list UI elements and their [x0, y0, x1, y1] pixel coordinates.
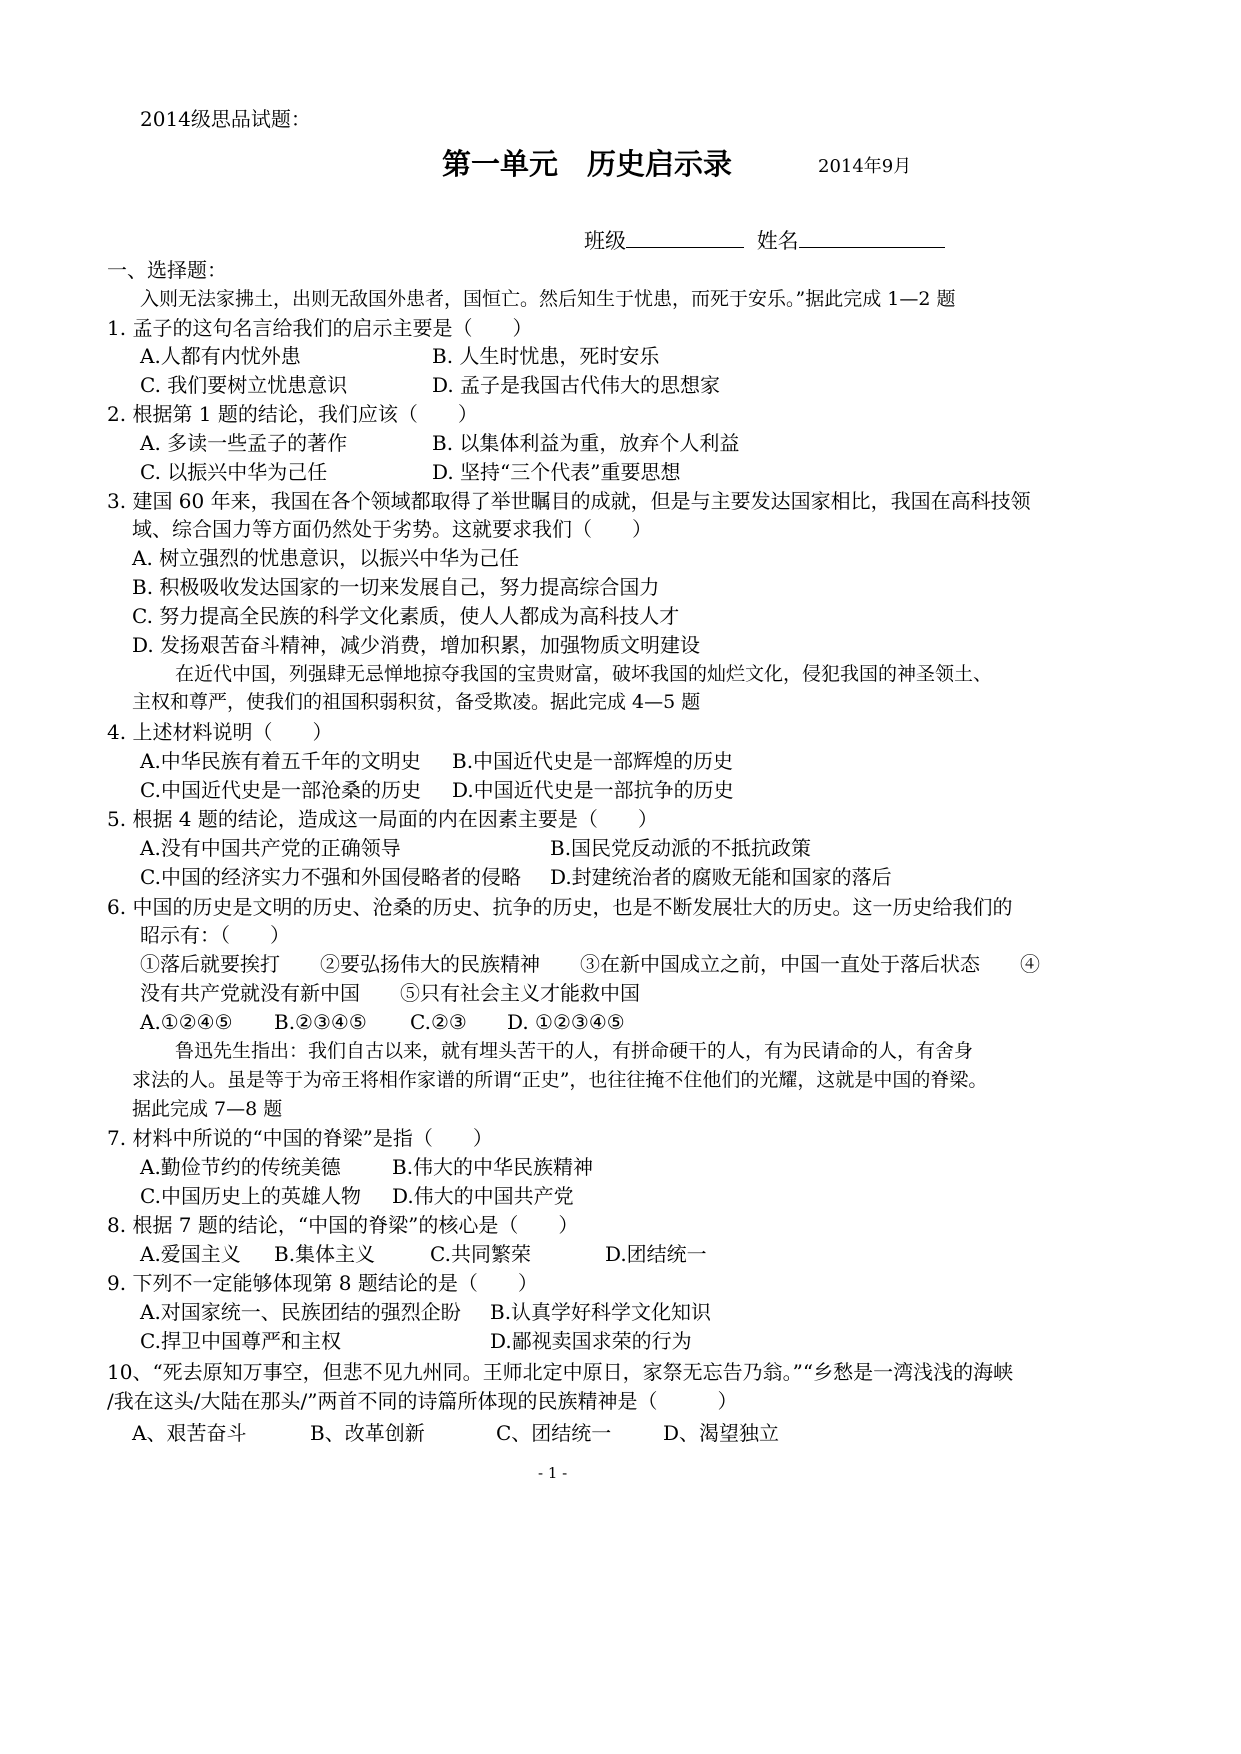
q10-option-c: C、团结统一 — [496, 1421, 612, 1445]
class-label: 班级 — [584, 229, 626, 253]
q1-option-d: D. 孟子是我国古代伟大的思想家 — [432, 373, 721, 397]
q4-option-b: B.中国近代史是一部辉煌的历史 — [452, 749, 734, 773]
q9-option-b: B.认真学好科学文化知识 — [490, 1300, 712, 1324]
q4-option-d: D.中国近代史是一部抗争的历史 — [452, 778, 734, 802]
q6-option-d: D. ①②③④⑤ — [507, 1010, 625, 1034]
section-heading: 一、选择题： — [107, 258, 227, 282]
q10-option-b: B、改革创新 — [310, 1421, 425, 1445]
q5-option-a: A.没有中国共产党的正确领导 — [140, 836, 401, 860]
passage-3-line2: 求法的人。虽是等于为帝王将相作家谱的所谓“正史”，也往往掩不住他们的光耀，这就是中国的脊梁。 — [132, 1069, 988, 1091]
q9-stem: 9. 下列不一定能够体现第 8 题结论的是（ ） — [107, 1271, 538, 1295]
passage-2-line2: 主权和尊严，使我们的祖国积弱积贫，备受欺凌。据此完成 4—5 题 — [132, 691, 701, 713]
q3-stem-line1: 3. 建国 60 年来，我国在各个领域都取得了举世瞩目的成就，但是与主要发达国家相比，我国在高科技领 — [107, 489, 1031, 513]
q2-stem: 2. 根据第 1 题的结论，我们应该（ ） — [107, 402, 478, 426]
q10-option-a: A、艰苦奋斗 — [132, 1421, 247, 1445]
q5-option-b: B.国民党反动派的不抵抗政策 — [550, 836, 812, 860]
q2-option-a: A. 多读一些孟子的著作 — [140, 431, 348, 455]
q5-stem: 5. 根据 4 题的结论，造成这一局面的内在因素主要是（ ） — [107, 807, 658, 831]
q7-option-c: C.中国历史上的英雄人物 — [140, 1184, 361, 1208]
q7-option-b: B.伟大的中华民族精神 — [392, 1155, 594, 1179]
q3-option-a: A. 树立强烈的忧患意识，以振兴中华为己任 — [132, 546, 520, 570]
q4-option-a: A.中华民族有着五千年的文明史 — [140, 749, 421, 773]
q2-option-b: B. 以集体利益为重，放弃个人利益 — [432, 431, 740, 455]
q7-option-a: A.勤俭节约的传统美德 — [140, 1155, 341, 1179]
page-title: 第一单元 历史启示录 — [442, 147, 733, 181]
q2-option-c: C. 以振兴中华为己任 — [140, 460, 328, 484]
q6-option-c: C.②③ — [410, 1010, 467, 1034]
q7-stem: 7. 材料中所说的“中国的脊梁”是指（ ） — [107, 1126, 493, 1150]
q6-stem-line1: 6. 中国的历史是文明的历史、沧桑的历史、抗争的历史，也是不断发展壮大的历史。这一历史给我们的 — [107, 895, 1013, 919]
q4-stem: 4. 上述材料说明（ ） — [107, 720, 333, 744]
q3-stem-line2: 域、综合国力等方面仍然处于劣势。这就要求我们（ ） — [132, 517, 652, 541]
passage-3-line1: 鲁迅先生指出：我们自古以来，就有埋头苦干的人，有拼命硬干的人，有为民请命的人，有舍身 — [175, 1040, 974, 1062]
q6-option-a: A.①②④⑤ — [140, 1010, 233, 1034]
q6-items-line2: 没有共产党就没有新中国 ⑤只有社会主义才能救中国 — [140, 981, 640, 1005]
passage-2-line1: 在近代中国，列强肆无忌惮地掠夺我国的宝贵财富，破坏我国的灿烂文化，侵犯我国的神圣领土、 — [175, 663, 993, 685]
class-field[interactable] — [626, 225, 744, 248]
exam-date: 2014年9月 — [818, 156, 912, 177]
q1-stem: 1. 孟子的这句名言给我们的启示主要是（ ） — [107, 316, 533, 340]
q8-option-a: A.爱国主义 — [140, 1242, 241, 1266]
q10-option-d: D、渴望独立 — [663, 1421, 780, 1445]
student-info — [584, 225, 945, 254]
q9-option-a: A.对国家统一、民族团结的强烈企盼 — [140, 1300, 461, 1324]
q1-option-b: B. 人生时忧患，死时安乐 — [432, 344, 660, 368]
q6-option-b: B.②③④⑤ — [274, 1010, 367, 1034]
q9-option-d: D.鄙视卖国求荣的行为 — [490, 1329, 692, 1353]
q8-option-b: B.集体主义 — [274, 1242, 376, 1266]
q6-items-line1: ①落后就要挨打 ②要弘扬伟大的民族精神 ③在新中国成立之前，中国一直处于落后状态 ④ — [140, 952, 1040, 976]
q1-option-c: C. 我们要树立忧患意识 — [140, 373, 348, 397]
q2-option-d: D. 坚持“三个代表”重要思想 — [432, 460, 681, 484]
q10-stem-line2: /我在这头/大陆在那头/”两首不同的诗篇所体现的民族精神是（ ） — [107, 1389, 738, 1413]
name-field[interactable] — [799, 225, 945, 248]
q8-stem: 8. 根据 7 题的结论，“中国的脊梁”的核心是（ ） — [107, 1213, 579, 1237]
q1-option-a: A.人都有内忧外患 — [140, 344, 301, 368]
q8-option-d: D.团结统一 — [605, 1242, 707, 1266]
name-label: 姓名 — [756, 229, 799, 253]
q8-option-c: C.共同繁荣 — [430, 1242, 531, 1266]
q10-stem-line1: 10、“死去原知万事空，但悲不见九州同。王师北定中原日，家祭无忘告乃翁。”“乡愁是一湾浅浅的海峡 — [107, 1360, 1014, 1384]
passage-1: 入则无法家拂土，出则无敌国外患者，国恒亡。然后知生于忧患，而死于安乐。”据此完成 1—2 题 — [140, 288, 956, 310]
q3-option-d: D. 发扬艰苦奋斗精神，减少消费，增加积累，加强物质文明建设 — [132, 633, 701, 657]
q9-option-c: C.捍卫中国尊严和主权 — [140, 1329, 341, 1353]
q3-option-b: B. 积极吸收发达国家的一切来发展自己，努力提高综合国力 — [132, 575, 660, 599]
exam-label: 2014级思品试题： — [140, 107, 311, 131]
q4-option-c: C.中国近代史是一部沧桑的历史 — [140, 778, 421, 802]
q6-stem-line2: 昭示有：（ ） — [140, 923, 290, 947]
q5-option-c: C.中国的经济实力不强和外国侵略者的侵略 — [140, 865, 521, 889]
q5-option-d: D.封建统治者的腐败无能和国家的落后 — [550, 865, 892, 889]
page-number: - 1 - — [538, 1464, 568, 1482]
q7-option-d: D.伟大的中国共产党 — [392, 1184, 574, 1208]
q3-option-c: C. 努力提高全民族的科学文化素质，使人人都成为高科技人才 — [132, 604, 680, 628]
passage-3-line3: 据此完成 7—8 题 — [132, 1098, 283, 1120]
